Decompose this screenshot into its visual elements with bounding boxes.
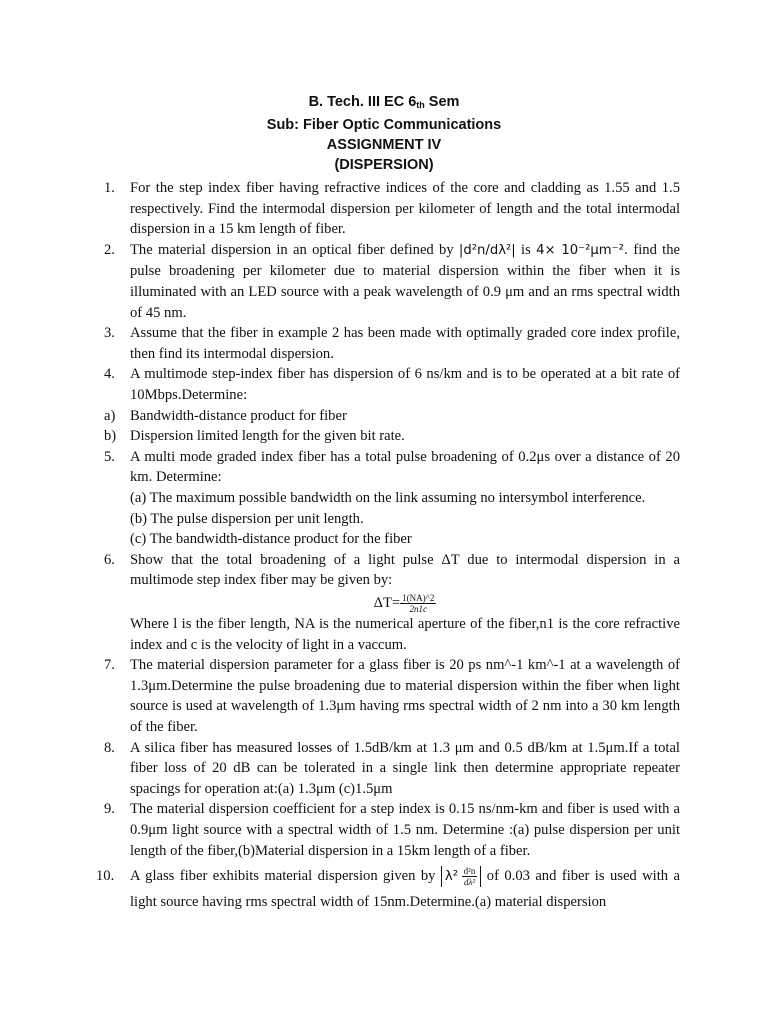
question-text: A silica fiber has measured losses of 1.5dB/km at 1.3 μm and 0.5 dB/km at 1.5μm.If a total fiber loss of 20 dB can be tolerated in a single link then determine appropriate repeater spacings for operation at:(a) 1.3μm (c)1.5μm xyxy=(130,739,680,797)
part-text: Dispersion limited length for the given bit rate. xyxy=(130,428,405,445)
question-text: is xyxy=(515,241,537,258)
part-label: a) xyxy=(104,407,116,424)
broadening-equation xyxy=(104,593,680,614)
course-text: B. Tech. III EC 6 xyxy=(308,94,417,110)
question-number: 8. xyxy=(104,739,115,756)
question-text: Show that the total broadening of a light pulse ΔT due to intermodal dispersion in a multimode step index fiber may be given by: xyxy=(130,551,680,589)
dispersion-expression: |d²n/dλ²| xyxy=(458,242,516,258)
question-5-part-c: (c) The bandwidth-distance product for the fiber xyxy=(130,531,412,548)
semester-text: Sem xyxy=(424,94,460,110)
course-line xyxy=(0,92,768,115)
question-3 xyxy=(104,323,680,364)
equation-numerator: 1(NA)^2 xyxy=(402,593,435,604)
question-text: The material dispersion in an optical fiber defined by xyxy=(130,241,459,258)
question-4-part-b xyxy=(104,426,680,447)
question-7 xyxy=(104,655,680,737)
equation-fraction xyxy=(400,593,436,614)
question-number: 2. xyxy=(104,241,115,258)
question-number: 9. xyxy=(104,801,115,818)
question-text: The material dispersion coefficient for a step index is 0.15 ns/nm-km and fiber is used with a 0.9μm light source with a spectral width of 1.5 nm. Determine :(a) pulse dispersion per unit length of the fiber,(b)Material dispersion in a 15km length of a fiber. xyxy=(130,801,680,859)
dispersion-expression xyxy=(441,866,481,887)
question-number: 1. xyxy=(104,180,115,196)
equation-denominator: 2n1c xyxy=(409,604,428,615)
part-text: Bandwidth-distance product for fiber xyxy=(130,407,347,424)
question-number: 6. xyxy=(104,551,115,568)
question-text: For the step index fiber having refractive indices of the core and cladding as 1.55 and 1.5 respectively. Find the intermodal dispersion per kilometer of length and the total intermodal dispersion in a 15 km length of fiber. xyxy=(130,180,680,238)
equation-lhs: ΔT= xyxy=(373,594,401,611)
document-header xyxy=(0,92,768,175)
subject-line: Sub: Fiber Optic Communications xyxy=(266,117,502,133)
question-4 xyxy=(104,364,680,405)
question-8 xyxy=(104,738,680,800)
question-text: Assume that the fiber in example 2 has been made with optimally graded core index profile, then find its intermodal dispersion. xyxy=(130,325,680,362)
assignment-title: ASSIGNMENT IV xyxy=(326,137,442,153)
question-number: 3. xyxy=(104,325,115,342)
question-number: 7. xyxy=(104,657,115,674)
question-text: The material dispersion parameter for a glass fiber is 20 ps nm^-1 km^-1 at a wavelength of 1.3μm.Determine the pulse broadening due to material dispersion within the fiber when light source is used at wavelength of 1.3μm having rms spectral width of 2 nm into a 30 km length of the fiber. xyxy=(130,657,680,735)
question-6-where xyxy=(104,614,680,655)
where-text: Where l is the fiber length, NA is the numerical aperture of the fiber,n1 is the core refractive index and c is the velocity of light in a vaccum. xyxy=(130,616,680,653)
question-text: find the pulse broadening per kilometer due to material dispersion within the fiber when it is illuminated with an LED source with a peak wavelength of 0.9 μm and an rms spectral width of 45 nm. xyxy=(130,241,681,321)
question-5-part-a: (a) The maximum possible bandwidth on the link assuming no intersymbol interference. xyxy=(130,489,646,506)
dispersion-value: 4× 10⁻²μm⁻². xyxy=(536,242,629,258)
question-number: 5. xyxy=(104,448,115,465)
derivative-numerator: d²n xyxy=(463,866,476,877)
question-1 xyxy=(104,178,680,240)
question-4-part-a xyxy=(104,406,680,427)
question-6 xyxy=(104,550,680,591)
question-number: 4. xyxy=(104,366,115,383)
question-text: A glass fiber exhibits material dispersion given by xyxy=(130,868,441,885)
question-text: A multi mode graded index fiber has a total pulse broadening of 0.2μs over a distance of 20 km. Determine: xyxy=(130,448,680,486)
question-2 xyxy=(104,240,680,323)
question-5 xyxy=(104,447,680,550)
question-list xyxy=(96,178,681,915)
derivative-fraction xyxy=(462,866,478,887)
question-number: 10. xyxy=(96,868,115,885)
question-text: of 0.03 and fiber is used with a light source having rms spectral width of 15nm.Determine.(a) material dispersion xyxy=(130,868,680,911)
question-9 xyxy=(104,799,680,861)
part-label: b) xyxy=(104,428,117,445)
question-10 xyxy=(96,863,680,915)
question-5-part-b: (b) The pulse dispersion per unit length. xyxy=(130,510,364,527)
derivative-denominator: dλ² xyxy=(463,877,476,888)
lambda-squared: λ² xyxy=(444,869,458,885)
question-text: A multimode step-index fiber has dispersion of 6 ns/km and is to be operated at a bit rate of 10Mbps.Determine: xyxy=(130,366,680,403)
semester-suffix: th xyxy=(416,100,425,110)
assignment-topic: (DISPERSION) xyxy=(334,157,434,173)
